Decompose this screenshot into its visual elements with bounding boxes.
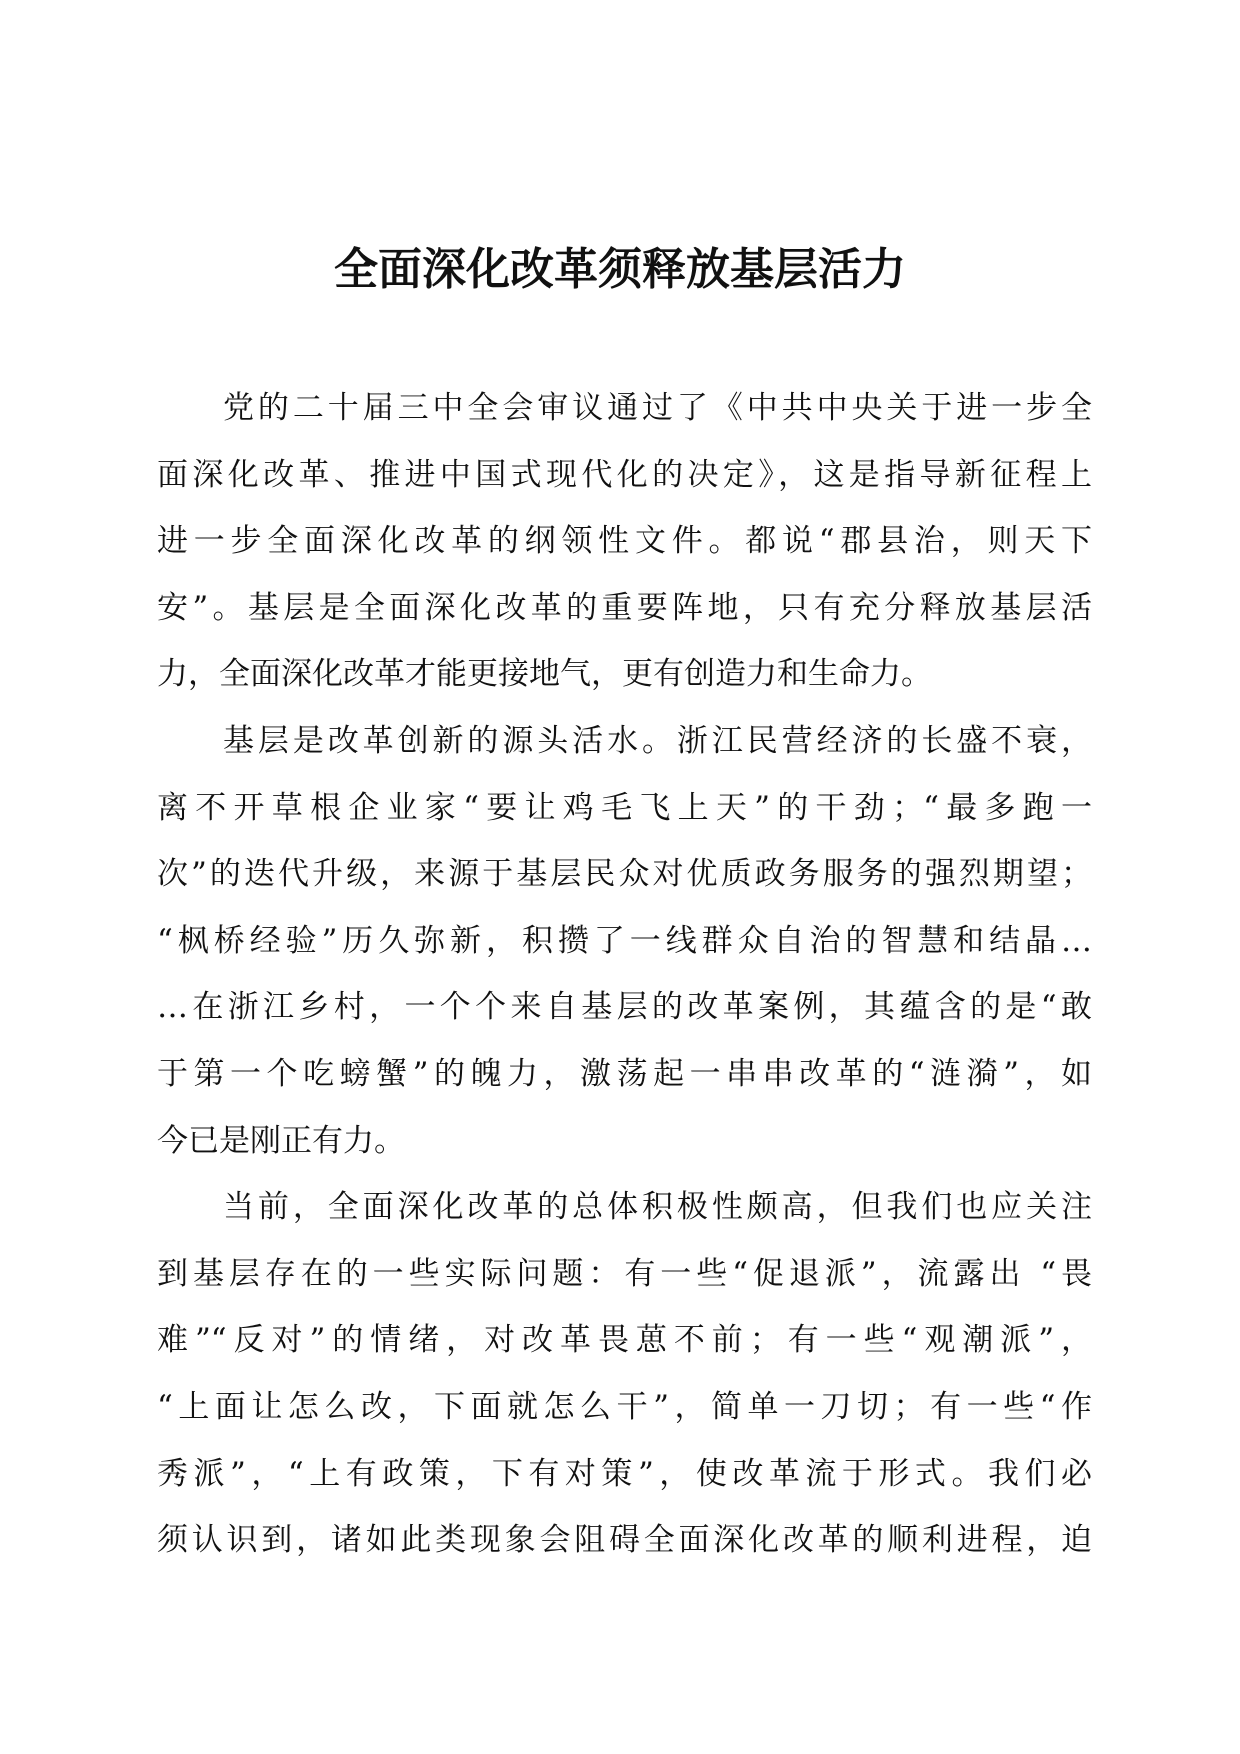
document-title: 全面深化改革须释放基层活力 [334,244,906,295]
text-line: 于第一个吃螃蟹”的魄力，激荡起一串串改革的“涟漪”，如 [157,1055,1092,1092]
text-line: 离不开草根企业家“要让鸡毛飞上天”的干劲；“最多跑一 [157,789,1092,826]
text-line: 次”的迭代升级，来源于基层民众对优质政务服务的强烈期望； [157,856,1092,893]
text-line: “上面让怎么改，下面就怎么干”，简单一刀切；有一些“作 [157,1388,1092,1425]
text-line: 党的二十届三中全会审议通过了《中共中央关于进一步全 [223,390,1092,426]
text-line: 进一步全面深化改革的纲领性文件。都说“郡县治，则天下 [157,523,1092,560]
text-line: “枫桥经验”历久弥新，积攒了一线群众自治的智慧和结晶… [157,922,1092,959]
text-line: 到基层存在的一些实际问题：有一些“促退派”，流露出 “畏 [157,1255,1092,1292]
text-line: 力，全面深化改革才能更接地气，更有创造力和生命力。 [157,656,932,693]
paragraph [157,708,1092,1174]
text-line: 面深化改革、推进中国式现代化的决定》，这是指导新征程上 [157,456,1092,493]
text-line: 秀派”，“上有政策，下有对策”，使改革流于形式。我们必 [157,1455,1092,1492]
text-line: 安”。基层是全面深化改革的重要阵地，只有充分释放基层活 [157,589,1092,626]
text-line: 当前，全面深化改革的总体积极性颇高，但我们也应关注 [223,1189,1092,1226]
paragraph [157,1174,1092,1574]
paragraph [157,375,1092,708]
text-line: 今已是刚正有力。 [157,1122,405,1159]
text-line: …在浙江乡村，一个个来自基层的改革案例，其蕴含的是“敢 [157,989,1092,1026]
text-line: 须认识到，诸如此类现象会阻碍全面深化改革的顺利进程，迫 [157,1522,1092,1559]
text-line: 难”“反对”的情绪，对改革畏葸不前；有一些“观潮派”， [157,1322,1092,1359]
text-line: 基层是改革创新的源头活水。浙江民营经济的长盛不衰， [223,722,1092,759]
document-body [157,375,1092,1574]
